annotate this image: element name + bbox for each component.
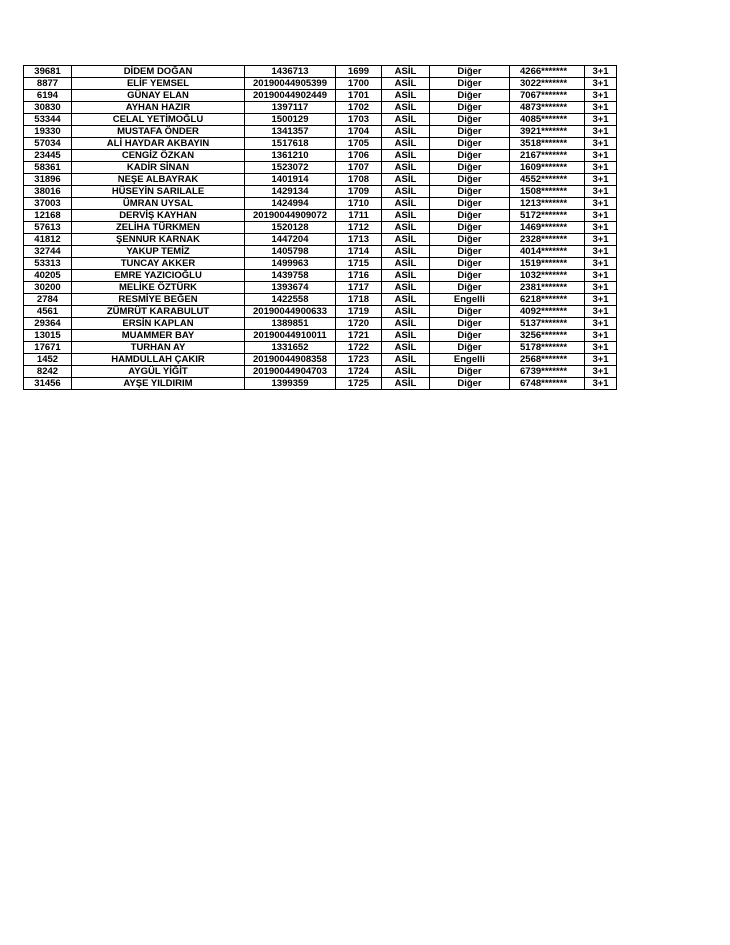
status-cell: ASİL [382,354,430,366]
status-cell: ASİL [382,294,430,306]
room-type-cell: 3+1 [585,270,617,282]
order-number-cell: 1722 [336,342,382,354]
status-cell: ASİL [382,282,430,294]
room-type-cell: 3+1 [585,282,617,294]
full-name-cell: ZELİHA TÜRKMEN [72,222,245,234]
applicant-number-cell: 19330 [24,126,72,138]
masked-id-cell: 3256******* [510,330,585,342]
room-type-cell: 3+1 [585,222,617,234]
masked-id-cell: 1213******* [510,198,585,210]
full-name-cell: AYGÜL YİĞİT [72,366,245,378]
order-number-cell: 1701 [336,90,382,102]
table-row [24,270,617,282]
status-cell: ASİL [382,318,430,330]
status-cell: ASİL [382,138,430,150]
order-number-cell: 1707 [336,162,382,174]
status-cell: ASİL [382,174,430,186]
order-number-cell: 1725 [336,378,382,390]
order-number-cell: 1712 [336,222,382,234]
applicant-number-cell: 53344 [24,114,72,126]
masked-id-cell: 1609******* [510,162,585,174]
order-number-cell: 1709 [336,186,382,198]
table-row [24,66,617,78]
full-name-cell: YAKUP TEMİZ [72,246,245,258]
table-row [24,174,617,186]
order-number-cell: 1710 [336,198,382,210]
masked-id-cell: 4092******* [510,306,585,318]
full-name-cell: MELİKE ÖZTÜRK [72,282,245,294]
status-cell: ASİL [382,342,430,354]
table-row [24,210,617,222]
application-id-cell: 1361210 [245,150,336,162]
applicant-number-cell: 57034 [24,138,72,150]
category-cell: Engelli [430,354,510,366]
order-number-cell: 1718 [336,294,382,306]
applicant-number-cell: 37003 [24,198,72,210]
room-type-cell: 3+1 [585,174,617,186]
table-body [24,66,617,390]
masked-id-cell: 1519******* [510,258,585,270]
table-row [24,234,617,246]
application-id-cell: 20190044900633 [245,306,336,318]
table-row [24,318,617,330]
order-number-cell: 1703 [336,114,382,126]
status-cell: ASİL [382,78,430,90]
applicant-number-cell: 39681 [24,66,72,78]
masked-id-cell: 6739******* [510,366,585,378]
application-id-cell: 1331652 [245,342,336,354]
room-type-cell: 3+1 [585,366,617,378]
category-cell: Diğer [430,282,510,294]
table-row [24,102,617,114]
status-cell: ASİL [382,366,430,378]
order-number-cell: 1711 [336,210,382,222]
applicant-number-cell: 8242 [24,366,72,378]
full-name-cell: MUSTAFA ÖNDER [72,126,245,138]
order-number-cell: 1719 [336,306,382,318]
table-row [24,342,617,354]
masked-id-cell: 7067******* [510,90,585,102]
status-cell: ASİL [382,126,430,138]
room-type-cell: 3+1 [585,234,617,246]
room-type-cell: 3+1 [585,150,617,162]
applicant-number-cell: 30200 [24,282,72,294]
category-cell: Diğer [430,150,510,162]
order-number-cell: 1714 [336,246,382,258]
status-cell: ASİL [382,330,430,342]
full-name-cell: CENGİZ ÖZKAN [72,150,245,162]
applicant-number-cell: 8877 [24,78,72,90]
category-cell: Diğer [430,378,510,390]
masked-id-cell: 3022******* [510,78,585,90]
full-name-cell: NEŞE ALBAYRAK [72,174,245,186]
applicant-number-cell: 31896 [24,174,72,186]
status-cell: ASİL [382,306,430,318]
masked-id-cell: 6218******* [510,294,585,306]
masked-id-cell: 2381******* [510,282,585,294]
room-type-cell: 3+1 [585,258,617,270]
application-id-cell: 1393674 [245,282,336,294]
table-row [24,126,617,138]
application-id-cell: 1401914 [245,174,336,186]
room-type-cell: 3+1 [585,294,617,306]
masked-id-cell: 4552******* [510,174,585,186]
masked-id-cell: 4873******* [510,102,585,114]
applicant-number-cell: 53313 [24,258,72,270]
category-cell: Diğer [430,114,510,126]
room-type-cell: 3+1 [585,210,617,222]
application-id-cell: 1389851 [245,318,336,330]
table-row [24,354,617,366]
full-name-cell: KADİR SİNAN [72,162,245,174]
status-cell: ASİL [382,114,430,126]
order-number-cell: 1699 [336,66,382,78]
applicant-number-cell: 23445 [24,150,72,162]
masked-id-cell: 3921******* [510,126,585,138]
order-number-cell: 1713 [336,234,382,246]
status-cell: ASİL [382,66,430,78]
category-cell: Diğer [430,198,510,210]
room-type-cell: 3+1 [585,162,617,174]
application-id-cell: 1341357 [245,126,336,138]
masked-id-cell: 4085******* [510,114,585,126]
applicant-number-cell: 38016 [24,186,72,198]
status-cell: ASİL [382,222,430,234]
order-number-cell: 1705 [336,138,382,150]
table-row [24,90,617,102]
category-cell: Diğer [430,318,510,330]
table-row [24,114,617,126]
applicant-number-cell: 31456 [24,378,72,390]
masked-id-cell: 3518******* [510,138,585,150]
full-name-cell: GÜNAY ELAN [72,90,245,102]
room-type-cell: 3+1 [585,330,617,342]
full-name-cell: ALİ HAYDAR AKBAYIN [72,138,245,150]
application-id-cell: 20190044909072 [245,210,336,222]
status-cell: ASİL [382,258,430,270]
full-name-cell: HÜSEYİN SARILALE [72,186,245,198]
application-id-cell: 1439758 [245,270,336,282]
applicant-number-cell: 57613 [24,222,72,234]
application-id-cell: 1397117 [245,102,336,114]
category-cell: Diğer [430,78,510,90]
order-number-cell: 1721 [336,330,382,342]
masked-id-cell: 4266******* [510,66,585,78]
applicant-number-cell: 32744 [24,246,72,258]
applicant-number-cell: 6194 [24,90,72,102]
category-cell: Diğer [430,270,510,282]
masked-id-cell: 2568******* [510,354,585,366]
full-name-cell: CELAL YETİMOĞLU [72,114,245,126]
category-cell: Diğer [430,330,510,342]
table-row [24,138,617,150]
category-cell: Diğer [430,366,510,378]
table-row [24,294,617,306]
masked-id-cell: 2167******* [510,150,585,162]
application-id-cell: 1399359 [245,378,336,390]
applicant-number-cell: 58361 [24,162,72,174]
full-name-cell: HAMDULLAH ÇAKIR [72,354,245,366]
table-row [24,366,617,378]
table-row [24,246,617,258]
room-type-cell: 3+1 [585,90,617,102]
room-type-cell: 3+1 [585,126,617,138]
category-cell: Engelli [430,294,510,306]
category-cell: Diğer [430,162,510,174]
masked-id-cell: 5172******* [510,210,585,222]
table-row [24,282,617,294]
room-type-cell: 3+1 [585,342,617,354]
table-row [24,378,617,390]
table-row [24,222,617,234]
category-cell: Diğer [430,306,510,318]
application-id-cell: 1520128 [245,222,336,234]
category-cell: Diğer [430,186,510,198]
table-row [24,306,617,318]
category-cell: Diğer [430,66,510,78]
order-number-cell: 1723 [336,354,382,366]
status-cell: ASİL [382,210,430,222]
status-cell: ASİL [382,90,430,102]
table-row [24,258,617,270]
table-row [24,198,617,210]
full-name-cell: AYHAN HAZIR [72,102,245,114]
room-type-cell: 3+1 [585,378,617,390]
category-cell: Diğer [430,258,510,270]
status-cell: ASİL [382,270,430,282]
full-name-cell: ELİF YEMSEL [72,78,245,90]
category-cell: Diğer [430,102,510,114]
full-name-cell: TUNCAY AKKER [72,258,245,270]
masked-id-cell: 5137******* [510,318,585,330]
status-cell: ASİL [382,234,430,246]
application-id-cell: 1422558 [245,294,336,306]
applicant-number-cell: 4561 [24,306,72,318]
table-row [24,330,617,342]
applicant-number-cell: 30830 [24,102,72,114]
room-type-cell: 3+1 [585,78,617,90]
application-id-cell: 20190044910011 [245,330,336,342]
full-name-cell: ŞENNUR KARNAK [72,234,245,246]
results-table [23,65,617,390]
applicant-number-cell: 1452 [24,354,72,366]
application-id-cell: 20190044908358 [245,354,336,366]
category-cell: Diğer [430,90,510,102]
order-number-cell: 1717 [336,282,382,294]
application-id-cell: 20190044902449 [245,90,336,102]
full-name-cell: ERSİN KAPLAN [72,318,245,330]
room-type-cell: 3+1 [585,186,617,198]
masked-id-cell: 6748******* [510,378,585,390]
applicant-number-cell: 12168 [24,210,72,222]
category-cell: Diğer [430,174,510,186]
category-cell: Diğer [430,342,510,354]
status-cell: ASİL [382,198,430,210]
order-number-cell: 1724 [336,366,382,378]
order-number-cell: 1715 [336,258,382,270]
full-name-cell: DİDEM DOĞAN [72,66,245,78]
status-cell: ASİL [382,246,430,258]
room-type-cell: 3+1 [585,114,617,126]
category-cell: Diğer [430,234,510,246]
table-row [24,150,617,162]
full-name-cell: RESMİYE BEĞEN [72,294,245,306]
applicant-number-cell: 40205 [24,270,72,282]
category-cell: Diğer [430,210,510,222]
category-cell: Diğer [430,222,510,234]
applicant-number-cell: 17671 [24,342,72,354]
room-type-cell: 3+1 [585,318,617,330]
application-id-cell: 1517618 [245,138,336,150]
applicant-number-cell: 13015 [24,330,72,342]
masked-id-cell: 5178******* [510,342,585,354]
applicant-number-cell: 2784 [24,294,72,306]
full-name-cell: EMRE YAZICIOĞLU [72,270,245,282]
full-name-cell: ZÜMRÜT KARABULUT [72,306,245,318]
application-id-cell: 1447204 [245,234,336,246]
masked-id-cell: 4014******* [510,246,585,258]
category-cell: Diğer [430,126,510,138]
status-cell: ASİL [382,186,430,198]
category-cell: Diğer [430,138,510,150]
application-id-cell: 20190044904703 [245,366,336,378]
masked-id-cell: 2328******* [510,234,585,246]
application-id-cell: 1436713 [245,66,336,78]
status-cell: ASİL [382,102,430,114]
full-name-cell: MUAMMER BAY [72,330,245,342]
application-id-cell: 1424994 [245,198,336,210]
full-name-cell: DERVİŞ KAYHAN [72,210,245,222]
order-number-cell: 1708 [336,174,382,186]
application-id-cell: 1429134 [245,186,336,198]
table-row [24,186,617,198]
room-type-cell: 3+1 [585,306,617,318]
application-id-cell: 1500129 [245,114,336,126]
category-cell: Diğer [430,246,510,258]
masked-id-cell: 1032******* [510,270,585,282]
masked-id-cell: 1508******* [510,186,585,198]
table-row [24,162,617,174]
status-cell: ASİL [382,378,430,390]
order-number-cell: 1716 [336,270,382,282]
order-number-cell: 1720 [336,318,382,330]
room-type-cell: 3+1 [585,198,617,210]
room-type-cell: 3+1 [585,138,617,150]
full-name-cell: AYŞE YILDIRIM [72,378,245,390]
application-id-cell: 1499963 [245,258,336,270]
room-type-cell: 3+1 [585,66,617,78]
table-row [24,78,617,90]
application-id-cell: 1523072 [245,162,336,174]
order-number-cell: 1704 [336,126,382,138]
status-cell: ASİL [382,150,430,162]
masked-id-cell: 1469******* [510,222,585,234]
order-number-cell: 1702 [336,102,382,114]
order-number-cell: 1706 [336,150,382,162]
full-name-cell: TURHAN AY [72,342,245,354]
room-type-cell: 3+1 [585,354,617,366]
status-cell: ASİL [382,162,430,174]
room-type-cell: 3+1 [585,102,617,114]
applicant-number-cell: 29364 [24,318,72,330]
full-name-cell: ÜMRAN UYSAL [72,198,245,210]
room-type-cell: 3+1 [585,246,617,258]
order-number-cell: 1700 [336,78,382,90]
applicant-number-cell: 41812 [24,234,72,246]
application-id-cell: 20190044905399 [245,78,336,90]
application-id-cell: 1405798 [245,246,336,258]
